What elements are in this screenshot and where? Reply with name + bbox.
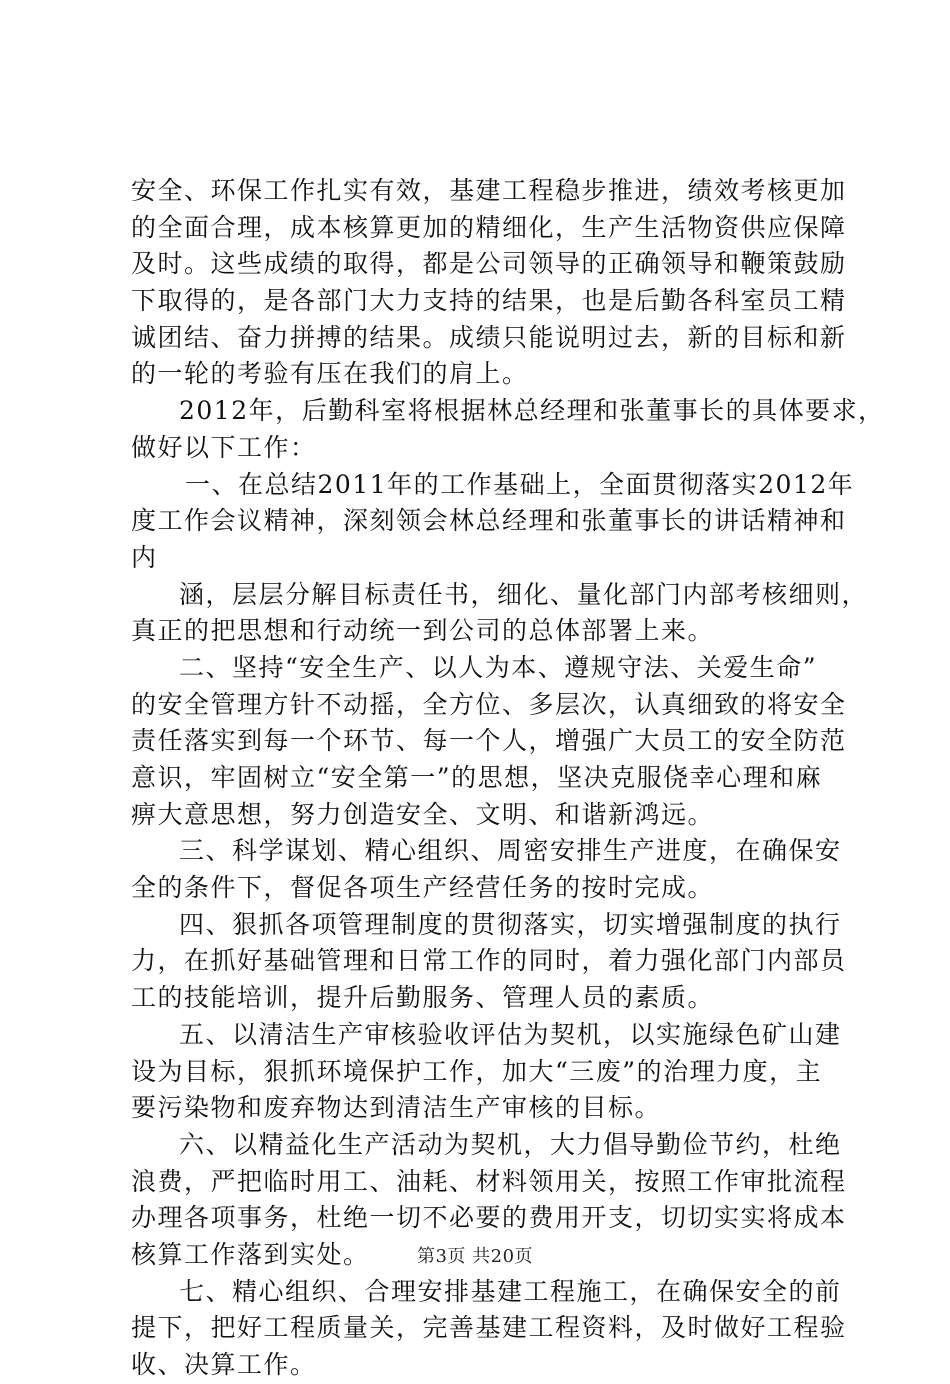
text-line: 意识，牢固树立“安全第一”的思想，坚决克服侥幸心理和麻 xyxy=(131,763,823,792)
text-line: 真正的把思想和行动统一到公司的总体部署上来。 xyxy=(131,616,715,646)
text-line: 五、以清洁生产审核验收评估为契机，以实施绿色矿山建 xyxy=(179,1019,842,1049)
text-line: 痹大意思想，努力创造安全、文明、和谐新鸿远。 xyxy=(131,799,715,829)
text-line: 六、以精益化生产活动为契机，大力倡导勤俭节约，杜绝 xyxy=(179,1129,842,1159)
text-line: 全的条件下，督促各项生产经营任务的按时完成。 xyxy=(131,873,715,903)
body-text xyxy=(131,173,885,1384)
text-line: 要污染物和废弃物达到清洁生产审核的目标。 xyxy=(131,1093,662,1123)
text-line: 下取得的，是各部门大力支持的结果，也是后勤各科室员工精 xyxy=(131,286,847,316)
text-line: 二、坚持“安全生产、以人为本、遵规守法、关爱生命” xyxy=(179,652,818,682)
text-line: 力，在抓好基础管理和日常工作的同时，着力强化部门内部员 xyxy=(131,946,847,976)
text-line: 提下，把好工程质量关，完善基建工程资料，及时做好工程验 xyxy=(131,1313,847,1343)
text-line: 一、在总结2011年的工作基础上，全面贯彻落实2012年 xyxy=(185,469,855,499)
text-line: 的一轮的考验有压在我们的肩上。 xyxy=(131,359,529,389)
text-line: 内 xyxy=(131,542,158,572)
text-line: 办理各项事务，杜绝一切不必要的费用开支，切切实实将成本 xyxy=(131,1203,847,1233)
text-line: 2012年，后勤科室将根据林总经理和张董事长的具体要求， xyxy=(179,396,885,426)
page-footer: 第3页 共20页 xyxy=(416,1246,534,1267)
text-line: 设为目标，狠抓环境保护工作，加大“三废”的治理力度，主 xyxy=(131,1056,823,1086)
text-line: 的全面合理，成本核算更加的精细化，生产生活物资供应保障 xyxy=(131,212,847,242)
text-line: 的安全管理方针不动摇，全方位、多层次，认真细致的将安全 xyxy=(131,689,847,719)
text-line: 浪费，严把临时用工、油耗、材料领用关，按照工作审批流程 xyxy=(131,1166,847,1196)
text-line: 七、精心组织、合理安排基建工程施工，在确保安全的前 xyxy=(179,1276,842,1306)
text-line: 涵，层层分解目标责任书，细化、量化部门内部考核细则， xyxy=(179,579,869,609)
text-line: 责任落实到每一个环节、每一个人，增强广大员工的安全防范 xyxy=(131,726,847,756)
text-line: 诚团结、奋力拼搏的结果。成绩只能说明过去，新的目标和新 xyxy=(131,322,847,352)
text-line: 及时。这些成绩的取得，都是公司领导的正确领导和鞭策鼓励 xyxy=(131,249,847,279)
text-line: 工的技能培训，提升后勤服务、管理人员的素质。 xyxy=(131,983,715,1013)
text-line: 度工作会议精神，深刻领会林总经理和张董事长的讲话精神和 xyxy=(131,506,847,536)
text-line: 三、科学谋划、精心组织、周密安排生产进度，在确保安 xyxy=(179,836,842,866)
text-line: 收、决算工作。 xyxy=(131,1350,317,1379)
text-line: 核算工作落到实处。 xyxy=(131,1239,370,1269)
text-line: 安全、环保工作扎实有效，基建工程稳步推进，绩效考核更加 xyxy=(131,176,847,205)
text-line: 做好以下工作： xyxy=(131,432,317,462)
text-line: 四、狠抓各项管理制度的贯彻落实，切实增强制度的执行 xyxy=(179,909,842,939)
